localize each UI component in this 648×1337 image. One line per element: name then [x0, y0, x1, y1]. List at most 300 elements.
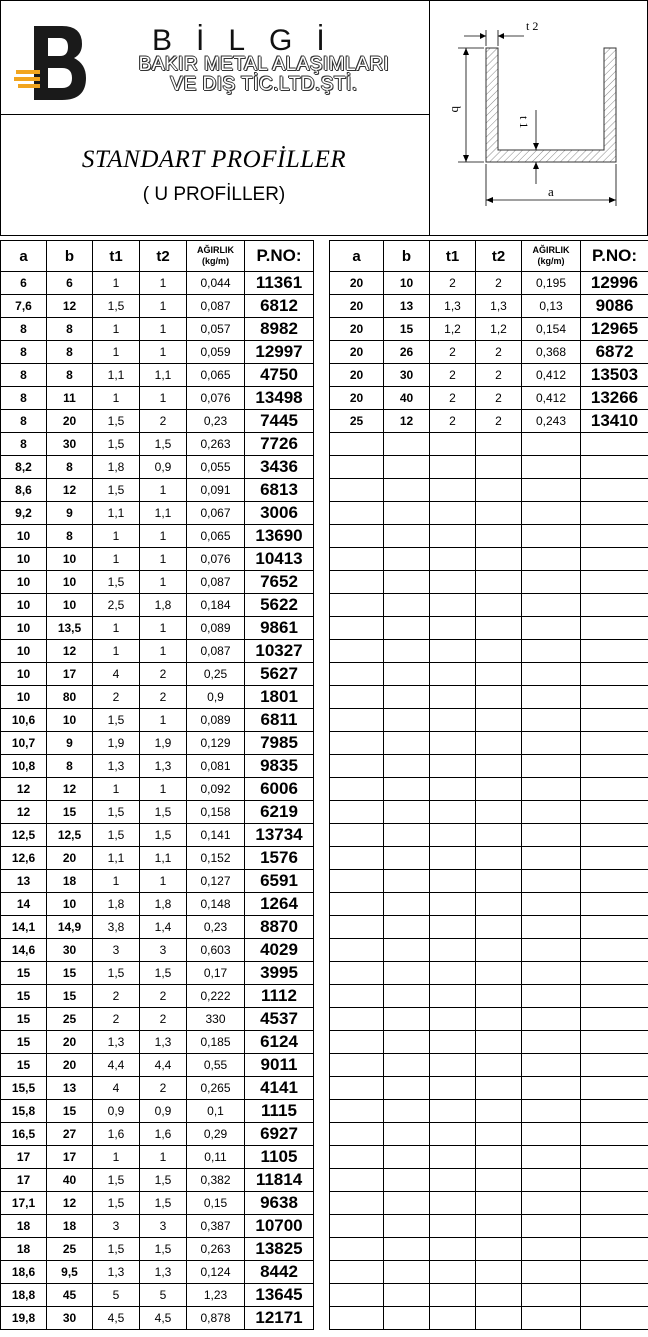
cell-pno: [581, 479, 648, 502]
cell-pno: 6872: [581, 341, 648, 364]
empty-table-row: [330, 1031, 648, 1054]
cell-weight: 0,067: [187, 502, 245, 525]
cell-weight: [522, 502, 581, 525]
cell-weight: [522, 617, 581, 640]
cell-t2: [476, 594, 522, 617]
cell-a: [330, 1238, 384, 1261]
cell-t2: [476, 1008, 522, 1031]
cell-pno: 13498: [245, 387, 314, 410]
cell-t1: [430, 893, 476, 916]
cell-b: [384, 617, 430, 640]
cell-pno: 7726: [245, 433, 314, 456]
cell-pno: 6811: [245, 709, 314, 732]
cell-t1: 1,3: [93, 1261, 140, 1284]
cell-pno: [581, 778, 648, 801]
cell-t1: [430, 778, 476, 801]
cell-pno: 10413: [245, 548, 314, 571]
weight-unit: (kg/m): [537, 256, 565, 266]
cell-t1: 3: [93, 939, 140, 962]
cell-pno: 5622: [245, 594, 314, 617]
cell-b: [384, 1100, 430, 1123]
cell-weight: 0,265: [187, 1077, 245, 1100]
cell-b: 8: [47, 755, 93, 778]
cell-pno: [581, 709, 648, 732]
cell-weight: [522, 1238, 581, 1261]
cell-weight: 0,152: [187, 847, 245, 870]
cell-t2: 4,4: [140, 1054, 187, 1077]
cell-b: [384, 594, 430, 617]
cell-weight: [522, 1123, 581, 1146]
cell-a: 12,6: [1, 847, 47, 870]
cell-weight: 0,184: [187, 594, 245, 617]
cell-a: 14: [1, 893, 47, 916]
cell-weight: 0,081: [187, 755, 245, 778]
cell-b: [384, 1123, 430, 1146]
cell-a: [330, 1123, 384, 1146]
cell-t2: [476, 686, 522, 709]
cell-t1: [430, 1169, 476, 1192]
cell-pno: 12996: [581, 272, 648, 295]
empty-table-row: [330, 1077, 648, 1100]
cell-weight: 0,076: [187, 548, 245, 571]
empty-table-row: [330, 502, 648, 525]
cell-b: 6: [47, 272, 93, 295]
cell-b: [384, 1307, 430, 1330]
cell-b: 15: [47, 1100, 93, 1123]
cell-t1: [430, 433, 476, 456]
company-logo: [14, 24, 414, 104]
cell-t1: 1: [93, 341, 140, 364]
cell-pno: [581, 686, 648, 709]
cell-weight: 0,55: [187, 1054, 245, 1077]
cell-t1: 4,5: [93, 1307, 140, 1330]
cell-pno: [581, 571, 648, 594]
cell-pno: 6812: [245, 295, 314, 318]
table-row: [1, 847, 314, 870]
cell-pno: 4750: [245, 364, 314, 387]
cell-a: [330, 1192, 384, 1215]
cell-a: 20: [330, 364, 384, 387]
cell-weight: 0,154: [522, 318, 581, 341]
cell-a: 8,2: [1, 456, 47, 479]
cell-b: [384, 985, 430, 1008]
cell-t2: 1,5: [140, 1192, 187, 1215]
cell-b: 10: [47, 893, 93, 916]
col-weight-header: [522, 241, 581, 272]
cell-pno: [581, 1008, 648, 1031]
table-row: [1, 663, 314, 686]
cell-pno: [581, 755, 648, 778]
cell-t2: [476, 939, 522, 962]
table-row: [330, 295, 648, 318]
cell-pno: [581, 1238, 648, 1261]
empty-table-row: [330, 709, 648, 732]
empty-table-row: [330, 594, 648, 617]
cell-t2: 2: [476, 341, 522, 364]
cell-b: [384, 1077, 430, 1100]
cell-t2: [476, 617, 522, 640]
cell-pno: 1801: [245, 686, 314, 709]
cell-t2: 1,1: [140, 847, 187, 870]
cell-t1: 1,2: [430, 318, 476, 341]
cell-t2: 1: [140, 479, 187, 502]
empty-table-row: [330, 571, 648, 594]
cell-a: 18,6: [1, 1261, 47, 1284]
cell-t1: 1,1: [93, 502, 140, 525]
cell-weight: 0,158: [187, 801, 245, 824]
cell-a: [330, 571, 384, 594]
cell-pno: [581, 1100, 648, 1123]
cell-weight: 0,29: [187, 1123, 245, 1146]
cell-t2: [476, 433, 522, 456]
cell-t1: [430, 709, 476, 732]
cell-b: 9,5: [47, 1261, 93, 1284]
cell-pno: [581, 594, 648, 617]
empty-table-row: [330, 1284, 648, 1307]
cell-pno: 7445: [245, 410, 314, 433]
cell-b: 14,9: [47, 916, 93, 939]
cell-t2: [476, 778, 522, 801]
cell-t2: 1: [140, 778, 187, 801]
cell-pno: [581, 1261, 648, 1284]
cell-b: 8: [47, 525, 93, 548]
cell-b: 27: [47, 1123, 93, 1146]
cell-t2: [476, 1169, 522, 1192]
cell-t2: 1: [140, 318, 187, 341]
cell-b: 20: [47, 847, 93, 870]
table-row: [1, 824, 314, 847]
cell-weight: 0,065: [187, 525, 245, 548]
table-row: [1, 709, 314, 732]
cell-a: 7,6: [1, 295, 47, 318]
cell-t2: [476, 1146, 522, 1169]
cell-t2: [476, 1215, 522, 1238]
table-row: [1, 410, 314, 433]
cell-pno: [581, 456, 648, 479]
cell-a: [330, 1261, 384, 1284]
cell-t1: 3,8: [93, 916, 140, 939]
cell-pno: 7985: [245, 732, 314, 755]
cell-t1: 1,8: [93, 893, 140, 916]
cell-a: [330, 709, 384, 732]
cell-b: [384, 824, 430, 847]
cell-t1: 1: [93, 1146, 140, 1169]
cell-t2: [476, 824, 522, 847]
cell-t1: 1,5: [93, 1238, 140, 1261]
cell-b: [384, 433, 430, 456]
cell-a: [330, 847, 384, 870]
cell-b: [384, 1192, 430, 1215]
cell-pno: 13825: [245, 1238, 314, 1261]
empty-table-row: [330, 1215, 648, 1238]
cell-t2: [476, 1261, 522, 1284]
cell-b: [384, 1008, 430, 1031]
cell-weight: [522, 709, 581, 732]
cell-a: 8: [1, 433, 47, 456]
cell-pno: [581, 870, 648, 893]
cell-weight: [522, 479, 581, 502]
cell-t1: [430, 1146, 476, 1169]
table-row: [330, 318, 648, 341]
table-row: [1, 893, 314, 916]
cell-t2: 1: [140, 387, 187, 410]
empty-table-row: [330, 732, 648, 755]
cell-t1: 1,1: [93, 364, 140, 387]
cell-weight: 0,263: [187, 1238, 245, 1261]
cell-b: [384, 1284, 430, 1307]
cell-weight: 0,089: [187, 617, 245, 640]
cell-b: 12: [47, 479, 93, 502]
cell-t1: 4,4: [93, 1054, 140, 1077]
cell-a: 17,1: [1, 1192, 47, 1215]
cell-weight: [522, 433, 581, 456]
table-row: [1, 755, 314, 778]
cell-t2: 2: [476, 387, 522, 410]
cell-pno: 13410: [581, 410, 648, 433]
cell-a: [330, 916, 384, 939]
cell-a: 15: [1, 985, 47, 1008]
cell-a: [330, 755, 384, 778]
cell-t2: [476, 479, 522, 502]
table-row: [1, 341, 314, 364]
cell-a: [330, 1284, 384, 1307]
cell-pno: [581, 732, 648, 755]
cell-t1: 1,8: [93, 456, 140, 479]
cell-t2: [476, 847, 522, 870]
cell-t1: 2: [430, 410, 476, 433]
cell-a: [330, 1146, 384, 1169]
cell-b: [384, 893, 430, 916]
cell-a: [330, 686, 384, 709]
cell-weight: 0,129: [187, 732, 245, 755]
empty-table-row: [330, 663, 648, 686]
cell-weight: 0,263: [187, 433, 245, 456]
cell-t2: 2: [140, 985, 187, 1008]
cell-b: 10: [47, 571, 93, 594]
cell-t1: 2: [430, 387, 476, 410]
cell-t1: 1,3: [430, 295, 476, 318]
cell-weight: [522, 1307, 581, 1330]
cell-t1: [430, 939, 476, 962]
cell-pno: 1105: [245, 1146, 314, 1169]
cell-pno: 10700: [245, 1215, 314, 1238]
cell-t2: [476, 732, 522, 755]
cell-t2: [476, 755, 522, 778]
cell-b: 20: [47, 1031, 93, 1054]
cell-a: [330, 594, 384, 617]
cell-t2: 3: [140, 939, 187, 962]
cell-pno: [581, 525, 648, 548]
empty-table-row: [330, 778, 648, 801]
cell-pno: 1576: [245, 847, 314, 870]
cell-weight: 0,055: [187, 456, 245, 479]
cell-a: 13: [1, 870, 47, 893]
cell-t1: [430, 801, 476, 824]
cell-a: 15,8: [1, 1100, 47, 1123]
cell-pno: [581, 1031, 648, 1054]
cell-t1: [430, 870, 476, 893]
cell-pno: [581, 548, 648, 571]
cell-t1: 1: [93, 387, 140, 410]
cell-t1: 1,5: [93, 709, 140, 732]
cell-a: [330, 1307, 384, 1330]
cell-weight: 0,057: [187, 318, 245, 341]
col-a-header: a: [330, 241, 384, 272]
cell-t1: [430, 1192, 476, 1215]
cell-weight: [522, 778, 581, 801]
cell-pno: 6927: [245, 1123, 314, 1146]
cell-a: 16,5: [1, 1123, 47, 1146]
cell-b: 10: [384, 272, 430, 295]
cell-t1: 2: [430, 364, 476, 387]
cell-pno: [581, 1054, 648, 1077]
cell-a: 10: [1, 571, 47, 594]
cell-t1: [430, 1054, 476, 1077]
cell-b: 30: [47, 1307, 93, 1330]
cell-weight: [522, 1215, 581, 1238]
empty-table-row: [330, 1054, 648, 1077]
cell-t1: [430, 985, 476, 1008]
cell-t2: 2: [140, 663, 187, 686]
cell-b: 17: [47, 663, 93, 686]
cell-t2: [476, 1307, 522, 1330]
cell-t1: [430, 686, 476, 709]
t1-label: t 1: [517, 116, 531, 129]
cell-pno: [581, 1307, 648, 1330]
col-t2-header: t2: [476, 241, 522, 272]
cell-pno: 4029: [245, 939, 314, 962]
table-header-row: [1, 241, 314, 272]
t2-label: t 2: [526, 19, 539, 33]
cell-t1: [430, 617, 476, 640]
cell-a: 10: [1, 663, 47, 686]
col-t1-header: t1: [430, 241, 476, 272]
cell-b: 10: [47, 548, 93, 571]
cell-weight: [522, 1284, 581, 1307]
table-row: [1, 916, 314, 939]
cell-b: [384, 1261, 430, 1284]
cell-t2: [476, 870, 522, 893]
cell-b: [384, 1146, 430, 1169]
cell-a: [330, 1031, 384, 1054]
cell-weight: [522, 686, 581, 709]
left-profile-table: [0, 240, 314, 1330]
cell-weight: 0,382: [187, 1169, 245, 1192]
title-box: [0, 114, 430, 236]
cell-t2: 1: [140, 640, 187, 663]
cell-pno: 1264: [245, 893, 314, 916]
cell-weight: 0,087: [187, 640, 245, 663]
cell-t2: 1: [140, 571, 187, 594]
cell-weight: [522, 939, 581, 962]
empty-table-row: [330, 433, 648, 456]
col-t2-header: t2: [140, 241, 187, 272]
cell-pno: 12997: [245, 341, 314, 364]
cell-a: [330, 801, 384, 824]
cell-t1: 1: [93, 272, 140, 295]
cell-b: [384, 962, 430, 985]
cell-weight: [522, 594, 581, 617]
cell-t2: 1,5: [140, 801, 187, 824]
cell-b: [384, 548, 430, 571]
cell-b: 9: [47, 502, 93, 525]
table-row: [1, 1054, 314, 1077]
cell-t2: 2: [140, 1077, 187, 1100]
cell-t1: 1,5: [93, 479, 140, 502]
cell-a: 20: [330, 341, 384, 364]
cell-weight: [522, 916, 581, 939]
cell-b: 9: [47, 732, 93, 755]
cell-a: [330, 502, 384, 525]
cell-pno: [581, 1284, 648, 1307]
cell-t1: 0,9: [93, 1100, 140, 1123]
cell-t2: [476, 1031, 522, 1054]
table-row: [330, 341, 648, 364]
cell-pno: [581, 1077, 648, 1100]
table-row: [1, 1284, 314, 1307]
cell-t1: 1: [93, 640, 140, 663]
cell-t2: [476, 456, 522, 479]
cell-b: [384, 732, 430, 755]
cell-weight: 0,878: [187, 1307, 245, 1330]
cell-weight: 0,141: [187, 824, 245, 847]
cell-pno: [581, 1169, 648, 1192]
cell-b: 25: [47, 1008, 93, 1031]
cell-weight: [522, 847, 581, 870]
cell-t1: [430, 847, 476, 870]
cell-a: 15: [1, 962, 47, 985]
cell-a: 19,8: [1, 1307, 47, 1330]
table-row: [1, 1307, 314, 1330]
cell-b: 12,5: [47, 824, 93, 847]
cell-pno: [581, 1192, 648, 1215]
table-row: [1, 732, 314, 755]
cell-b: 30: [384, 364, 430, 387]
table-row: [1, 778, 314, 801]
cell-t2: [476, 640, 522, 663]
cell-t1: 1,5: [93, 433, 140, 456]
cell-weight: 0,065: [187, 364, 245, 387]
cell-pno: 3436: [245, 456, 314, 479]
cell-weight: [522, 1261, 581, 1284]
cell-pno: [581, 801, 648, 824]
cell-pno: 4537: [245, 1008, 314, 1031]
cell-t2: 1,5: [140, 433, 187, 456]
table-row: [1, 433, 314, 456]
table-row: [1, 387, 314, 410]
cell-t2: 1: [140, 525, 187, 548]
cell-a: 18: [1, 1238, 47, 1261]
cell-b: [384, 847, 430, 870]
empty-table-row: [330, 548, 648, 571]
cell-weight: 0,25: [187, 663, 245, 686]
cell-weight: 0,368: [522, 341, 581, 364]
cell-b: 13: [47, 1077, 93, 1100]
cell-weight: [522, 732, 581, 755]
cell-b: [384, 502, 430, 525]
cell-t2: [476, 1077, 522, 1100]
cell-b: 12: [47, 778, 93, 801]
cell-a: [330, 870, 384, 893]
cell-b: 30: [47, 939, 93, 962]
cell-a: [330, 1054, 384, 1077]
cell-b: 40: [47, 1169, 93, 1192]
cell-weight: [522, 1100, 581, 1123]
company-name: BİLGİ: [152, 24, 349, 57]
cell-weight: 0,087: [187, 571, 245, 594]
cell-b: 13,5: [47, 617, 93, 640]
cell-t2: 1,3: [140, 1261, 187, 1284]
